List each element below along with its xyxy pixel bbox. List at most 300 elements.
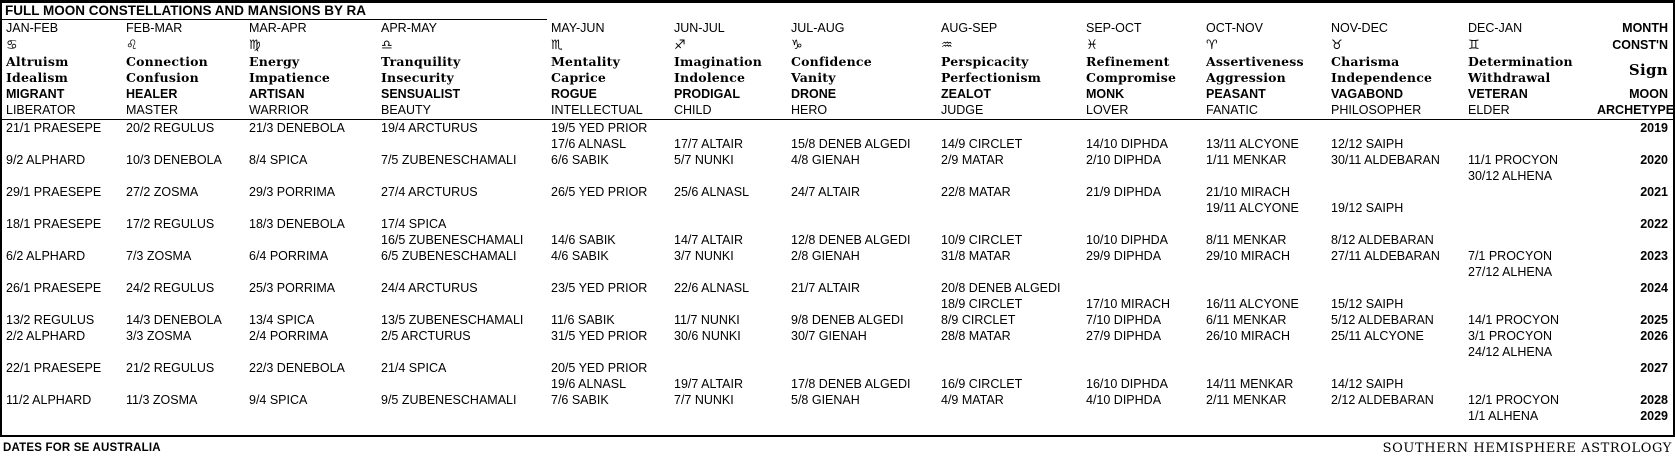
trait-label: Mentality (551, 54, 621, 69)
year-label (1597, 136, 1673, 152)
footer (0, 437, 1675, 459)
month-axis-label: MONTH (1622, 21, 1668, 35)
archetype-label: BEAUTY (381, 103, 432, 117)
trait-label: Perfectionism (941, 70, 1042, 85)
trait-label: Insecurity (381, 70, 454, 85)
date-star-cell: 4/8 GIENAH (791, 153, 860, 167)
date-star-cell: 16/5 ZUBENESCHAMALI (381, 233, 524, 247)
date-star-cell (122, 344, 245, 360)
date-star-cell (1327, 184, 1464, 200)
date-star-cell: 30/12 ALHENA (1468, 169, 1553, 183)
date-star-cell (1082, 216, 1202, 232)
date-star-cell: 2/9 MATAR (941, 153, 1004, 167)
archetype-axis-label: ARCHETYPE (1597, 103, 1675, 117)
date-star-cell (122, 376, 245, 392)
moon-label: PRODIGAL (674, 87, 740, 101)
year-row-line (2, 152, 1673, 168)
date-star-cell (377, 200, 547, 216)
date-star-cell (1464, 280, 1597, 296)
date-star-cell (670, 296, 787, 312)
date-star-cell (2, 168, 122, 184)
date-star-cell: 14/6 SABIK (551, 233, 616, 247)
date-star-cell: 5/12 ALDEBARAN (1331, 313, 1434, 327)
sign-cell (377, 36, 547, 55)
sagittarius-icon: ♐ (674, 38, 686, 53)
date-star-cell (377, 264, 547, 280)
date-star-cell: 6/6 SABIK (551, 153, 609, 167)
date-star-cell: 4/9 MATAR (941, 393, 1004, 407)
date-star-cell: 25/3 PORRIMA (249, 281, 336, 295)
date-star-cell: 2/10 DIPHDA (1086, 153, 1162, 167)
moon-label: HEALER (126, 87, 178, 101)
date-star-cell: 28/8 MATAR (941, 329, 1011, 343)
date-star-cell: 7/1 PROCYON (1468, 249, 1553, 263)
sign-cell (547, 36, 670, 55)
trait-label: Altruism (6, 54, 69, 69)
date-star-cell: 15/8 DENEB ALGEDI (791, 137, 911, 151)
date-star-cell (787, 264, 937, 280)
month-pair-header: OCT-NOV (1206, 21, 1263, 35)
date-star-cell (547, 264, 670, 280)
sign-cell (670, 36, 787, 55)
year-label (1597, 264, 1673, 280)
year-label: 2028 (1640, 393, 1668, 407)
date-star-cell (245, 376, 377, 392)
date-star-cell: 16/9 CIRCLET (941, 377, 1023, 391)
date-star-cell: 9/5 ZUBENESCHAMALI (381, 393, 517, 407)
moon-label: MONK (1086, 87, 1125, 101)
page-title: FULL MOON CONSTELLATIONS AND MANSIONS BY RA (2, 3, 1673, 20)
date-star-cell (2, 408, 122, 424)
date-star-cell (2, 344, 122, 360)
date-star-cell (1202, 280, 1327, 296)
archetype-label: FANATIC (1206, 103, 1258, 117)
date-star-cell: 13/11 ALCYONE (1206, 137, 1299, 151)
year-row-line (2, 408, 1673, 424)
date-star-cell: 7/10 DIPHDA (1086, 313, 1162, 327)
year-label (1597, 200, 1673, 216)
moon-label: VETERAN (1468, 87, 1528, 101)
date-star-cell (377, 136, 547, 152)
date-star-cell: 9/2 ALPHARD (6, 153, 86, 167)
date-star-cell: 14/3 DENEBOLA (126, 313, 222, 327)
trait-label: Tranquility (381, 54, 461, 69)
date-star-cell: 20/5 YED PRIOR (551, 361, 648, 375)
date-star-cell (1327, 280, 1464, 296)
date-star-cell (787, 216, 937, 232)
date-star-cell (787, 120, 937, 136)
sign-cell (1082, 36, 1202, 55)
aries-icon: ♈ (1206, 38, 1218, 53)
sign-cell (245, 36, 377, 55)
year-label: 2021 (1640, 185, 1668, 199)
trait-label: Aggression (1206, 70, 1286, 85)
month-pair-header: MAY-JUN (551, 21, 605, 35)
moon-label: MIGRANT (6, 87, 65, 101)
month-pair-header: JUN-JUL (674, 21, 725, 35)
archetype-label: LIBERATOR (6, 103, 76, 117)
date-star-cell (122, 136, 245, 152)
date-star-cell (1464, 376, 1597, 392)
date-star-cell: 1/11 MENKAR (1206, 153, 1287, 167)
date-star-cell: 3/1 PROCYON (1468, 329, 1553, 343)
virgo-icon: ♍ (249, 38, 261, 53)
date-star-cell (547, 408, 670, 424)
date-star-cell (1082, 360, 1202, 376)
trait-label: Refinement (1086, 54, 1170, 69)
year-row-line (2, 312, 1673, 328)
year-label (1597, 168, 1673, 184)
archetype-label: MASTER (126, 103, 179, 117)
date-star-cell (1327, 408, 1464, 424)
date-star-cell: 20/8 DENEB ALGEDI (941, 281, 1061, 295)
date-star-cell: 6/5 ZUBENESCHAMALI (381, 249, 517, 263)
date-star-cell (377, 344, 547, 360)
date-star-cell: 19/4 ARCTURUS (381, 121, 478, 135)
table-body (2, 120, 1673, 436)
date-star-cell: 16/10 DIPHDA (1086, 377, 1168, 391)
date-star-cell: 15/12 SAIPH (1331, 297, 1404, 311)
date-star-cell (1327, 216, 1464, 232)
archetype-label: LOVER (1086, 103, 1129, 117)
date-star-cell: 8/4 SPICA (249, 153, 308, 167)
trait-label: Determination (1468, 54, 1573, 69)
date-star-cell: 11/2 ALPHARD (6, 393, 92, 407)
date-star-cell (937, 344, 1082, 360)
date-star-cell: 19/7 ALTAIR (674, 377, 744, 391)
sign-cell (1202, 36, 1327, 55)
date-star-cell: 18/1 PRAESEPE (6, 217, 102, 231)
date-star-cell: 11/7 NUNKI (674, 313, 740, 327)
date-star-cell (1202, 216, 1327, 232)
date-star-cell: 25/11 ALCYONE (1331, 329, 1424, 343)
date-star-cell (1202, 120, 1327, 136)
date-star-cell (245, 168, 377, 184)
date-star-cell (1464, 120, 1597, 136)
date-star-cell: 30/11 ALDEBARAN (1331, 153, 1440, 167)
year-label (1597, 344, 1673, 360)
trait-label: Assertiveness (1206, 54, 1304, 69)
date-star-cell (1464, 232, 1597, 248)
date-star-cell (1202, 168, 1327, 184)
cancer-icon: ♋ (6, 38, 18, 53)
date-star-cell (1464, 200, 1597, 216)
date-star-cell: 14/7 ALTAIR (674, 233, 744, 247)
date-star-cell (245, 296, 377, 312)
date-star-cell (245, 344, 377, 360)
date-star-cell: 29/1 PRAESEPE (6, 185, 102, 199)
date-star-cell (1327, 344, 1464, 360)
month-pair-header: SEP-OCT (1086, 21, 1142, 35)
date-star-cell: 7/7 NUNKI (674, 393, 734, 407)
year-row-line (2, 344, 1673, 360)
sign-cell (1327, 36, 1464, 55)
month-pair-header: JUL-AUG (791, 21, 845, 35)
date-star-cell: 27/11 ALDEBARAN (1331, 249, 1440, 263)
date-star-cell (1464, 296, 1597, 312)
archetype-label: WARRIOR (249, 103, 309, 117)
date-star-cell (2, 136, 122, 152)
date-star-cell (122, 296, 245, 312)
date-star-cell: 3/7 NUNKI (674, 249, 734, 263)
date-star-cell (1082, 280, 1202, 296)
year-label (1597, 232, 1673, 248)
month-pair-header: DEC-JAN (1468, 21, 1523, 35)
archetype-label: HERO (791, 103, 828, 117)
constellation-sign-row (2, 36, 1673, 54)
date-star-cell (122, 408, 245, 424)
moon-label: VAGABOND (1331, 87, 1403, 101)
date-star-cell (670, 344, 787, 360)
footer-region-note: DATES FOR SE AUSTRALIA (3, 442, 161, 454)
date-star-cell (1082, 408, 1202, 424)
date-star-cell: 4/10 DIPHDA (1086, 393, 1162, 407)
date-star-cell: 14/9 CIRCLET (941, 137, 1023, 151)
year-row-line (2, 216, 1673, 232)
date-star-cell (245, 200, 377, 216)
year-row-line (2, 184, 1673, 200)
date-star-cell (122, 168, 245, 184)
trait-label: Withdrawal (1468, 70, 1551, 85)
date-star-cell (1082, 264, 1202, 280)
date-star-cell: 17/10 MIRACH (1086, 297, 1171, 311)
date-star-cell: 31/5 YED PRIOR (551, 329, 648, 343)
date-star-cell: 5/8 GIENAH (791, 393, 860, 407)
year-label (1597, 296, 1673, 312)
year-row-line (2, 296, 1673, 312)
trait-label: Idealism (6, 70, 69, 85)
trait-label: Connection (126, 54, 208, 69)
month-pair-header: MAR-APR (249, 21, 307, 35)
date-star-cell: 13/5 ZUBENESCHAMALI (381, 313, 524, 327)
date-star-cell (1464, 184, 1597, 200)
year-label: 2024 (1640, 281, 1668, 295)
month-pair-row (2, 20, 1673, 36)
sign-cell (937, 36, 1082, 55)
date-star-cell: 17/7 ALTAIR (674, 137, 744, 151)
date-star-cell: 9/8 DENEB ALGEDI (791, 313, 904, 327)
date-star-cell: 2/12 ALDEBARAN (1331, 393, 1434, 407)
date-star-cell (2, 376, 122, 392)
date-star-cell (670, 264, 787, 280)
year-label: 2027 (1640, 361, 1668, 375)
date-star-cell: 4/6 SABIK (551, 249, 609, 263)
date-star-cell (1327, 360, 1464, 376)
date-star-cell: 7/6 SABIK (551, 393, 609, 407)
date-star-cell (1464, 216, 1597, 232)
year-row-line (2, 200, 1673, 216)
date-star-cell: 21/1 PRAESEPE (6, 121, 102, 135)
date-star-cell: 21/3 DENEBOLA (249, 121, 345, 135)
sign-cell (787, 36, 937, 55)
month-pair-header: AUG-SEP (941, 21, 998, 35)
date-star-cell: 11/3 ZOSMA (126, 393, 198, 407)
date-star-cell: 24/4 ARCTURUS (381, 281, 478, 295)
date-star-cell (937, 360, 1082, 376)
date-star-cell (377, 376, 547, 392)
date-star-cell (1202, 344, 1327, 360)
trait-label: Vanity (791, 70, 836, 85)
date-star-cell: 22/6 ALNASL (674, 281, 750, 295)
date-star-cell (1327, 264, 1464, 280)
date-star-cell (670, 216, 787, 232)
date-star-cell: 26/10 MIRACH (1206, 329, 1291, 343)
date-star-cell: 2/11 MENKAR (1206, 393, 1287, 407)
moon-label: ZEALOT (941, 87, 991, 101)
year-label: 2029 (1640, 409, 1668, 423)
moon-label: ARTISAN (249, 87, 305, 101)
date-star-cell: 3/3 ZOSMA (126, 329, 192, 343)
date-star-cell: 30/7 GIENAH (791, 329, 867, 343)
date-star-cell: 9/4 SPICA (249, 393, 308, 407)
date-star-cell: 8/9 CIRCLET (941, 313, 1016, 327)
year-row-line (2, 376, 1673, 392)
date-star-cell: 14/10 DIPHDA (1086, 137, 1168, 151)
libra-icon: ♎ (381, 38, 393, 53)
date-star-cell (1464, 360, 1597, 376)
year-row-line (2, 360, 1673, 376)
date-star-cell: 14/12 SAIPH (1331, 377, 1404, 391)
capricorn-icon: ♑ (791, 38, 803, 53)
month-pair-header: APR-MAY (381, 21, 438, 35)
date-star-cell (547, 168, 670, 184)
date-star-cell (2, 264, 122, 280)
date-star-cell (670, 408, 787, 424)
trait-label: Imagination (674, 54, 762, 69)
date-star-cell: 8/11 MENKAR (1206, 233, 1287, 247)
date-star-cell (1202, 408, 1327, 424)
date-star-cell (245, 232, 377, 248)
moon-label: DRONE (791, 87, 837, 101)
year-label: 2019 (1640, 121, 1668, 135)
date-star-cell: 30/6 NUNKI (674, 329, 741, 343)
date-star-cell (122, 264, 245, 280)
trait-label: Indolence (674, 70, 746, 85)
date-star-cell (937, 264, 1082, 280)
archetype-label: PHILOSOPHER (1331, 103, 1422, 117)
date-star-cell: 24/2 REGULUS (126, 281, 215, 295)
trait-label: Independence (1331, 70, 1433, 85)
year-row-line (2, 328, 1673, 344)
date-star-cell: 10/9 CIRCLET (941, 233, 1023, 247)
date-star-cell: 6/2 ALPHARD (6, 249, 86, 263)
date-star-cell: 19/11 ALCYONE (1206, 201, 1299, 215)
trait-label: Confusion (126, 70, 199, 85)
sign-axis-label: Sign (1628, 61, 1668, 79)
date-star-cell: 8/12 ALDEBARAN (1331, 233, 1434, 247)
table-header (2, 20, 1673, 120)
date-star-cell: 7/5 ZUBENESCHAMALI (381, 153, 517, 167)
trait-label: Energy (249, 54, 300, 69)
date-star-cell (787, 296, 937, 312)
date-star-cell (1082, 168, 1202, 184)
date-star-cell (377, 296, 547, 312)
date-star-cell: 23/5 YED PRIOR (551, 281, 648, 295)
year-row-line (2, 168, 1673, 184)
gemini-icon: ♊ (1468, 38, 1480, 53)
date-star-cell: 17/6 ALNASL (551, 137, 627, 151)
trait-label: Perspicacity (941, 54, 1029, 69)
date-star-cell: 6/4 PORRIMA (249, 249, 329, 263)
date-star-cell: 26/1 PRAESEPE (6, 281, 102, 295)
date-star-cell (937, 200, 1082, 216)
year-label: 2023 (1640, 249, 1668, 263)
date-star-cell: 16/11 ALCYONE (1206, 297, 1299, 311)
trait-row-2 (2, 70, 1673, 86)
date-star-cell (1327, 120, 1464, 136)
year-row-line (2, 120, 1673, 136)
date-star-cell: 13/2 REGULUS (6, 313, 95, 327)
date-star-cell: 27/9 DIPHDA (1086, 329, 1162, 343)
sign-cell (2, 36, 122, 55)
date-star-cell: 2/4 PORRIMA (249, 329, 329, 343)
year-label (1597, 376, 1673, 392)
date-star-cell: 12/12 SAIPH (1331, 137, 1404, 151)
date-star-cell (670, 360, 787, 376)
date-star-cell (547, 200, 670, 216)
date-star-cell: 17/4 SPICA (381, 217, 447, 231)
date-star-cell: 14/11 MENKAR (1206, 377, 1294, 391)
date-star-cell (1082, 120, 1202, 136)
date-star-cell: 11/1 PROCYON (1468, 153, 1559, 167)
date-star-cell: 10/10 DIPHDA (1086, 233, 1168, 247)
moon-row (2, 86, 1673, 102)
date-star-cell: 22/1 PRAESEPE (6, 361, 102, 375)
date-star-cell (1202, 360, 1327, 376)
date-star-cell: 26/5 YED PRIOR (551, 185, 648, 199)
date-star-cell: 1/1 ALHENA (1468, 409, 1539, 423)
date-star-cell: 27/2 ZOSMA (126, 185, 199, 199)
date-star-cell (937, 168, 1082, 184)
date-star-cell (547, 296, 670, 312)
date-star-cell: 21/2 REGULUS (126, 361, 215, 375)
date-star-cell: 10/3 DENEBOLA (126, 153, 222, 167)
date-star-cell (2, 296, 122, 312)
archetype-label: CHILD (674, 103, 712, 117)
year-label: 2026 (1640, 329, 1668, 343)
date-star-cell: 20/2 REGULUS (126, 121, 215, 135)
year-row-line (2, 136, 1673, 152)
date-star-cell (1082, 344, 1202, 360)
trait-label: Charisma (1331, 54, 1400, 69)
trait-label: Compromise (1086, 70, 1177, 85)
date-star-cell: 24/12 ALHENA (1468, 345, 1553, 359)
date-star-cell (245, 408, 377, 424)
year-label: 2022 (1640, 217, 1668, 231)
year-row-line (2, 232, 1673, 248)
date-star-cell: 22/3 DENEBOLA (249, 361, 345, 375)
year-row-line (2, 392, 1673, 408)
scorpio-icon: ♏ (551, 38, 563, 53)
date-star-cell: 13/4 SPICA (249, 313, 315, 327)
sign-cell (122, 36, 245, 55)
date-star-cell (670, 168, 787, 184)
date-star-cell: 2/2 ALPHARD (6, 329, 86, 343)
date-star-cell: 6/11 MENKAR (1206, 313, 1287, 327)
date-star-cell: 7/3 ZOSMA (126, 249, 192, 263)
archetype-row (2, 102, 1673, 119)
date-star-cell: 29/9 DIPHDA (1086, 249, 1162, 263)
year-label: 2025 (1640, 313, 1668, 327)
date-star-cell: 27/12 ALHENA (1468, 265, 1553, 279)
date-star-cell: 24/7 ALTAIR (791, 185, 861, 199)
date-star-cell (2, 232, 122, 248)
moon-axis-label: MOON (1629, 87, 1668, 101)
sign-cell (1464, 36, 1597, 55)
year-row-line (2, 264, 1673, 280)
date-star-cell (787, 408, 937, 424)
moon-label: SENSUALIST (381, 87, 461, 101)
